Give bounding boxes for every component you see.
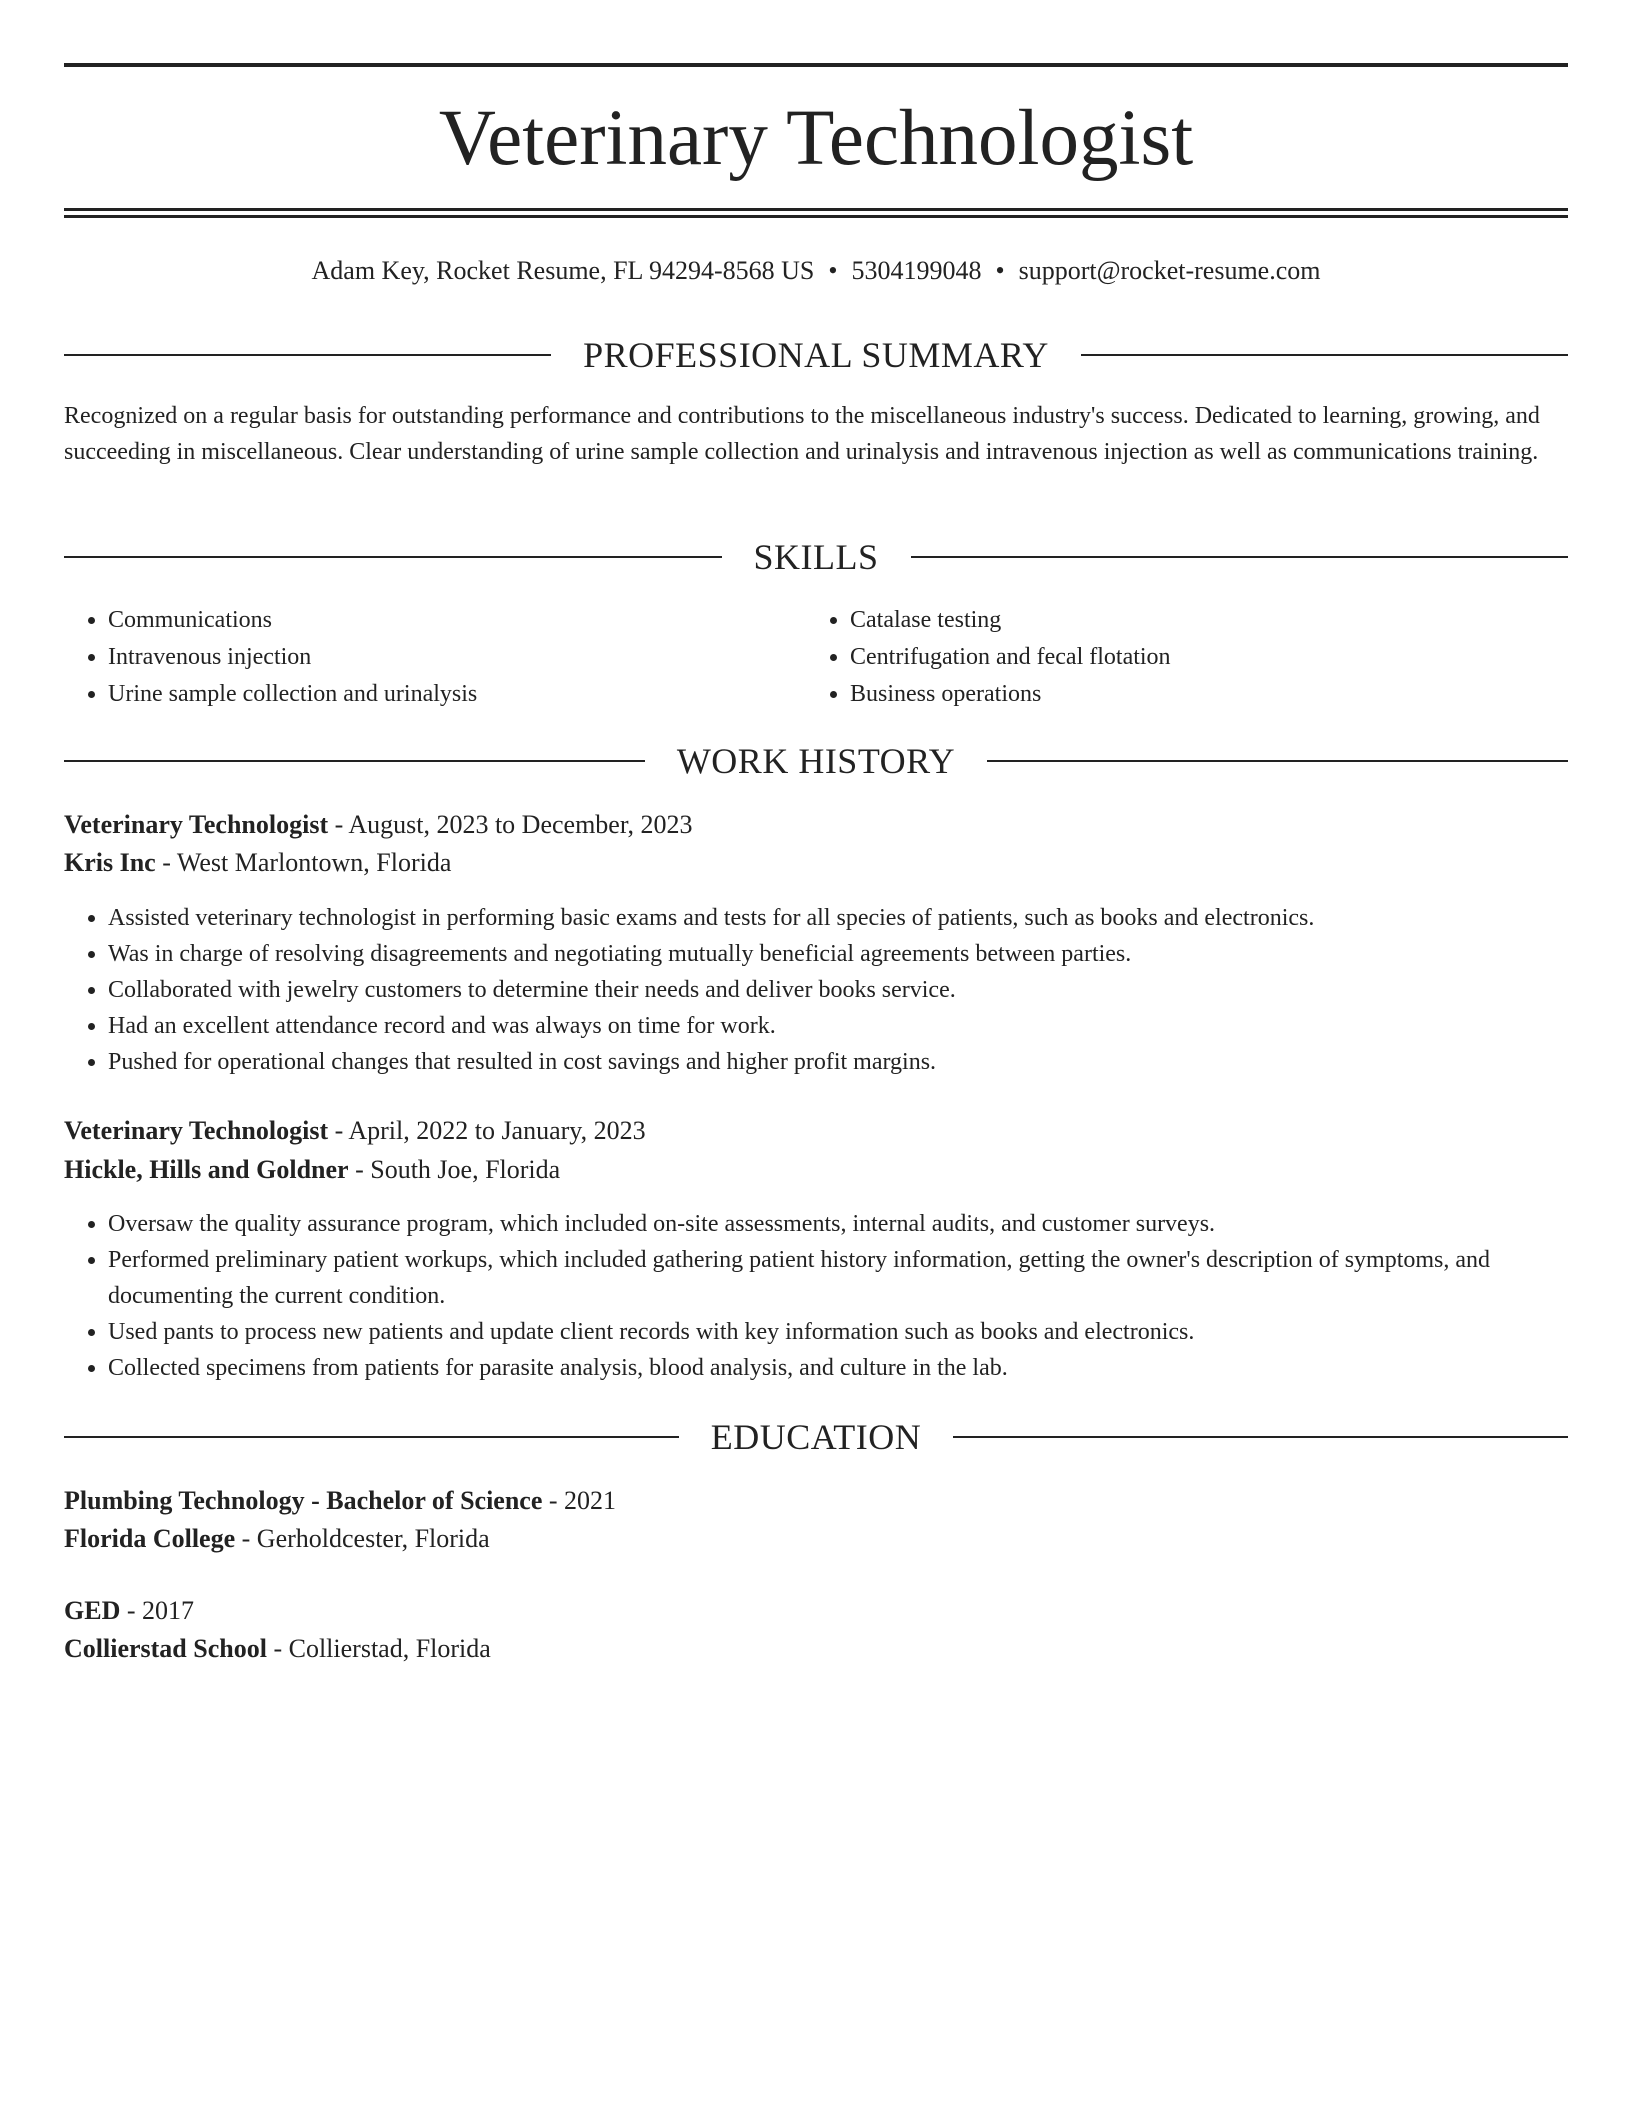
section-header-work [64, 740, 1568, 782]
section-rule [64, 354, 551, 356]
job-bullet: • Performed preliminary patient workups, which included gathering patient history information, getting the owner's description of symptoms, and documenting the current condition. [108, 1242, 1568, 1314]
contact-email: support@rocket-resume.com [1018, 256, 1321, 285]
contact-phone: 5304199048 [851, 256, 982, 285]
job-title-line [64, 1113, 646, 1149]
contact-separator: • [828, 256, 838, 285]
title-double-rule [64, 208, 1568, 218]
skills-column-right [806, 602, 1548, 713]
section-header-skills [64, 536, 1568, 578]
section-rule [1081, 354, 1568, 356]
job-role: Veterinary Technologist [64, 810, 329, 839]
job-bullet: • Was in charge of resolving disagreements and negotiating mutually beneficial agreements between parties. [108, 936, 1568, 972]
skills-list [64, 602, 1568, 713]
job-bullet: • Pushed for operational changes that resulted in cost savings and higher profit margins. [108, 1044, 1568, 1080]
skill-item: • Business operations [850, 676, 1548, 713]
education-school: Collierstad School [64, 1634, 267, 1663]
education-degree-line [64, 1593, 194, 1629]
section-rule [953, 1436, 1568, 1438]
top-rule [64, 63, 1568, 67]
section-rule [64, 556, 722, 558]
section-title-summary: PROFESSIONAL SUMMARY [583, 335, 1049, 375]
job-location: - West Marlontown, Florida [155, 848, 452, 877]
education-school-line [64, 1521, 490, 1557]
job-company: Kris Inc [64, 848, 156, 877]
education-degree: Plumbing Technology - Bachelor of Science [64, 1486, 543, 1515]
job-bullet: • Collected specimens from patients for parasite analysis, blood analysis, and culture in the lab. [108, 1350, 1568, 1386]
section-rule [64, 1436, 679, 1438]
section-rule [987, 760, 1568, 762]
job-role: Veterinary Technologist [64, 1116, 329, 1145]
education-year: - 2021 [542, 1486, 617, 1515]
job-company: Hickle, Hills and Goldner [64, 1155, 349, 1184]
skill-item: • Centrifugation and fecal flotation [850, 639, 1548, 676]
job-title-line [64, 807, 692, 843]
section-header-education [64, 1416, 1568, 1458]
section-header-summary [64, 334, 1568, 376]
section-title-work: WORK HISTORY [676, 741, 956, 781]
job-company-line [64, 1152, 560, 1188]
education-location: - Collierstad, Florida [266, 1634, 491, 1663]
skill-item: • Urine sample collection and urinalysis [108, 676, 806, 713]
education-school: Florida College [64, 1524, 236, 1553]
contact-separator: • [995, 256, 1005, 285]
education-year: - 2017 [120, 1596, 195, 1625]
job-bullet: • Collaborated with jewelry customers to determine their needs and deliver books service. [108, 972, 1568, 1008]
job-bullets [64, 1206, 1568, 1386]
job-dates: - August, 2023 to December, 2023 [328, 810, 693, 839]
contact-line [64, 254, 1568, 288]
job-location: - South Joe, Florida [348, 1155, 561, 1184]
section-title-education: EDUCATION [710, 1417, 922, 1457]
education-location: - Gerholdcester, Florida [235, 1524, 490, 1553]
job-bullet: • Assisted veterinary technologist in performing basic exams and tests for all species of patients, such as books and electronics. [108, 900, 1568, 936]
section-rule [911, 556, 1569, 558]
job-bullets [64, 900, 1568, 1080]
job-bullet: • Oversaw the quality assurance program, which included on-site assessments, internal audits, and customer surveys. [108, 1206, 1568, 1242]
contact-address: Adam Key, Rocket Resume, FL 94294-8568 US [311, 256, 815, 285]
job-bullet: • Used pants to process new patients and update client records with key information such as books and electronics. [108, 1314, 1568, 1350]
skill-item: • Intravenous injection [108, 639, 806, 676]
education-degree: GED [64, 1596, 121, 1625]
job-dates: - April, 2022 to January, 2023 [328, 1116, 646, 1145]
skill-item: • Catalase testing [850, 602, 1548, 639]
job-company-line [64, 845, 451, 881]
education-school-line [64, 1631, 491, 1667]
resume-title: Veterinary Technologist [438, 95, 1194, 182]
skills-column-left [64, 602, 806, 713]
education-degree-line [64, 1483, 616, 1519]
skill-item: • Communications [108, 602, 806, 639]
job-bullet: • Had an excellent attendance record and was always on time for work. [108, 1008, 1568, 1044]
section-rule [64, 760, 645, 762]
section-title-skills: SKILLS [753, 537, 879, 577]
summary-text: Recognized on a regular basis for outstanding performance and contributions to the miscellaneous industry's success. Dedicated to learning, growing, and succeeding in miscellaneous. Clear understanding of urine sample collection and urinalysis and intravenous injection as well as communications training. [64, 403, 1540, 465]
